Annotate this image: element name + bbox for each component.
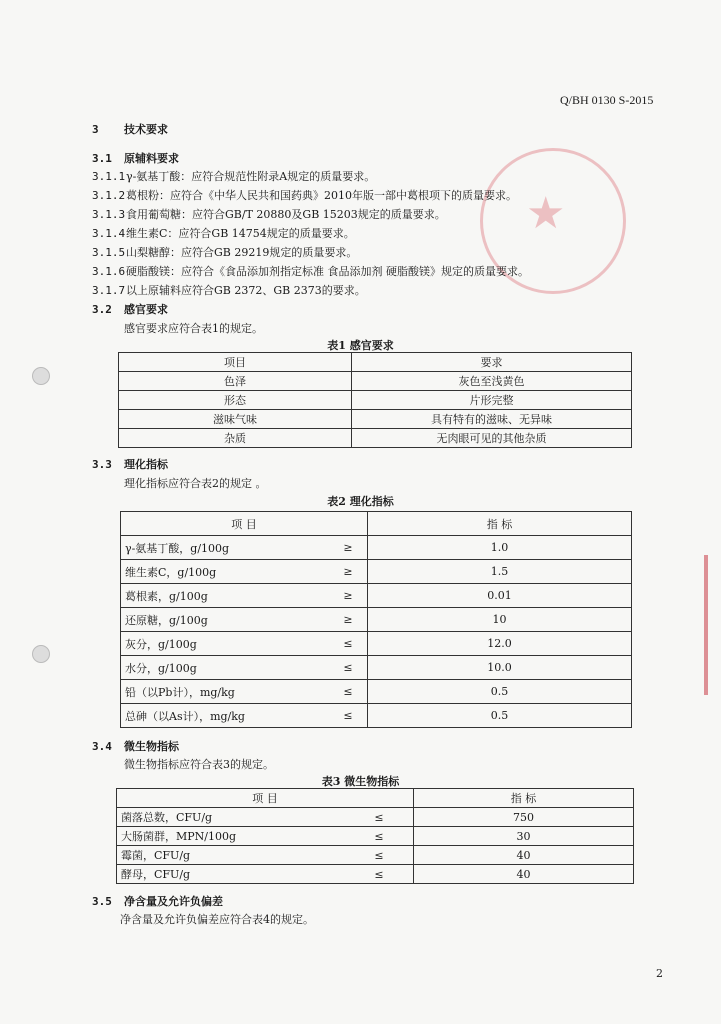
table-row bbox=[117, 846, 634, 865]
table-cell: ≥ bbox=[329, 560, 368, 584]
table-cell: 10 bbox=[368, 608, 632, 632]
doc-code: Q/BH 0130 S-2015 bbox=[560, 93, 654, 107]
physicochemical-table bbox=[120, 511, 632, 728]
table-row bbox=[117, 865, 634, 884]
table-cell: 0.5 bbox=[368, 680, 632, 704]
section-3-2-heading: 3.2 感官要求 bbox=[92, 303, 168, 316]
table-cell: ≥ bbox=[329, 608, 368, 632]
table-header-row bbox=[121, 512, 632, 536]
table-row bbox=[119, 391, 632, 410]
table-cell: ≤ bbox=[329, 680, 368, 704]
list-item: 3.1.6硬脂酸镁：应符合《食品添加剂指定标准 食品添加剂 硬脂酸镁》规定的质量要求。 bbox=[92, 265, 529, 278]
table-cell: 维生素C，g/100g bbox=[121, 560, 330, 584]
header-cell: 要求 bbox=[352, 353, 632, 372]
table-cell: 灰分，g/100g bbox=[121, 632, 330, 656]
header-cell: 项 目 bbox=[117, 789, 414, 808]
header-cell: 项 目 bbox=[121, 512, 368, 536]
list-item: 3.1.7以上原辅料应符合GB 2372、GB 2373的要求。 bbox=[92, 284, 366, 297]
list-item: 3.1.4维生素C：应符合GB 14754规定的质量要求。 bbox=[92, 227, 355, 240]
sensory-table bbox=[118, 352, 632, 448]
section-intro: 净含量及允许负偏差应符合表4的规定。 bbox=[120, 913, 314, 926]
table-row bbox=[117, 808, 634, 827]
table-cell: 0.5 bbox=[368, 704, 632, 728]
section-intro: 微生物指标应符合表3的规定。 bbox=[124, 758, 274, 771]
table-row bbox=[121, 584, 632, 608]
table-cell: 0.01 bbox=[368, 584, 632, 608]
table-cell: 灰色至浅黄色 bbox=[352, 372, 632, 391]
table-row bbox=[121, 536, 632, 560]
table-cell: 片形完整 bbox=[352, 391, 632, 410]
table-header-row bbox=[119, 353, 632, 372]
list-item: 3.1.1γ-氨基丁酸：应符合规范性附录A规定的质量要求。 bbox=[92, 170, 376, 183]
table-row bbox=[121, 632, 632, 656]
table-cell: 滋味气味 bbox=[119, 410, 352, 429]
table-cell: ≤ bbox=[329, 704, 368, 728]
table-cell: 12.0 bbox=[368, 632, 632, 656]
table-cell: 40 bbox=[414, 865, 634, 884]
header-cell: 项目 bbox=[119, 353, 352, 372]
table-cell: 形态 bbox=[119, 391, 352, 410]
section-3-1-heading: 3.1 原辅料要求 bbox=[92, 152, 179, 165]
header-cell: 指 标 bbox=[414, 789, 634, 808]
table-cell: 10.0 bbox=[368, 656, 632, 680]
section-intro: 理化指标应符合表2的规定 。 bbox=[124, 477, 267, 490]
list-item: 3.1.3食用葡萄糖：应符合GB/T 20880及GB 15203规定的质量要求。 bbox=[92, 208, 446, 221]
table-cell: 水分，g/100g bbox=[121, 656, 330, 680]
table-cell: γ-氨基丁酸，g/100g bbox=[121, 536, 330, 560]
table-cell: 霉菌，CFU/g bbox=[117, 846, 346, 865]
table-cell: ≤ bbox=[345, 827, 414, 846]
edge-seal-mark bbox=[704, 555, 721, 695]
table-cell: 大肠菌群，MPN/100g bbox=[117, 827, 346, 846]
section-3-4-heading: 3.4 微生物指标 bbox=[92, 740, 179, 753]
page-number: 2 bbox=[656, 967, 663, 980]
table-cell: ≥ bbox=[329, 584, 368, 608]
table-caption: 表3 微生物指标 bbox=[321, 775, 400, 788]
table-cell: 无肉眼可见的其他杂质 bbox=[352, 429, 632, 448]
table-cell: 色泽 bbox=[119, 372, 352, 391]
table-cell: ≤ bbox=[329, 632, 368, 656]
table-row bbox=[121, 656, 632, 680]
table-header-row bbox=[117, 789, 634, 808]
section-3-heading: 3 技术要求 bbox=[92, 123, 168, 136]
table-row bbox=[117, 827, 634, 846]
table-cell: ≤ bbox=[345, 865, 414, 884]
section-intro: 感官要求应符合表1的规定。 bbox=[124, 322, 263, 335]
table-row bbox=[121, 608, 632, 632]
table-caption: 表1 感官要求 bbox=[327, 339, 394, 352]
table-row bbox=[121, 680, 632, 704]
table-cell: ≤ bbox=[345, 846, 414, 865]
binder-hole bbox=[32, 645, 50, 663]
list-item: 3.1.2葛根粉：应符合《中华人民共和国药典》2010年版一部中葛根项下的质量要求。 bbox=[92, 189, 517, 202]
microbial-table bbox=[116, 788, 634, 884]
header-cell: 指 标 bbox=[368, 512, 632, 536]
seal-star-icon: ★ bbox=[526, 188, 566, 239]
section-3-3-heading: 3.3 理化指标 bbox=[92, 458, 168, 471]
table-cell: 还原糖，g/100g bbox=[121, 608, 330, 632]
table-cell: 具有特有的滋味、无异味 bbox=[352, 410, 632, 429]
table-cell: 30 bbox=[414, 827, 634, 846]
table-cell: ≥ bbox=[329, 536, 368, 560]
table-cell: 1.0 bbox=[368, 536, 632, 560]
table-caption: 表2 理化指标 bbox=[327, 495, 394, 508]
table-cell: 葛根素，g/100g bbox=[121, 584, 330, 608]
list-item: 3.1.5山梨糖醇：应符合GB 29219规定的质量要求。 bbox=[92, 246, 358, 259]
table-cell: 杂质 bbox=[119, 429, 352, 448]
table-row bbox=[121, 560, 632, 584]
section-3-5-heading: 3.5 净含量及允许负偏差 bbox=[92, 895, 223, 908]
table-cell: 1.5 bbox=[368, 560, 632, 584]
table-cell: 40 bbox=[414, 846, 634, 865]
table-row bbox=[119, 372, 632, 391]
table-cell: 铅（以Pb计），mg/kg bbox=[121, 680, 330, 704]
table-cell: 总砷（以As计），mg/kg bbox=[121, 704, 330, 728]
table-cell: 菌落总数，CFU/g bbox=[117, 808, 346, 827]
table-row bbox=[119, 410, 632, 429]
table-cell: 酵母，CFU/g bbox=[117, 865, 346, 884]
table-row bbox=[121, 704, 632, 728]
binder-hole bbox=[32, 367, 50, 385]
table-cell: ≤ bbox=[345, 808, 414, 827]
table-cell: 750 bbox=[414, 808, 634, 827]
table-row bbox=[119, 429, 632, 448]
table-cell: ≤ bbox=[329, 656, 368, 680]
